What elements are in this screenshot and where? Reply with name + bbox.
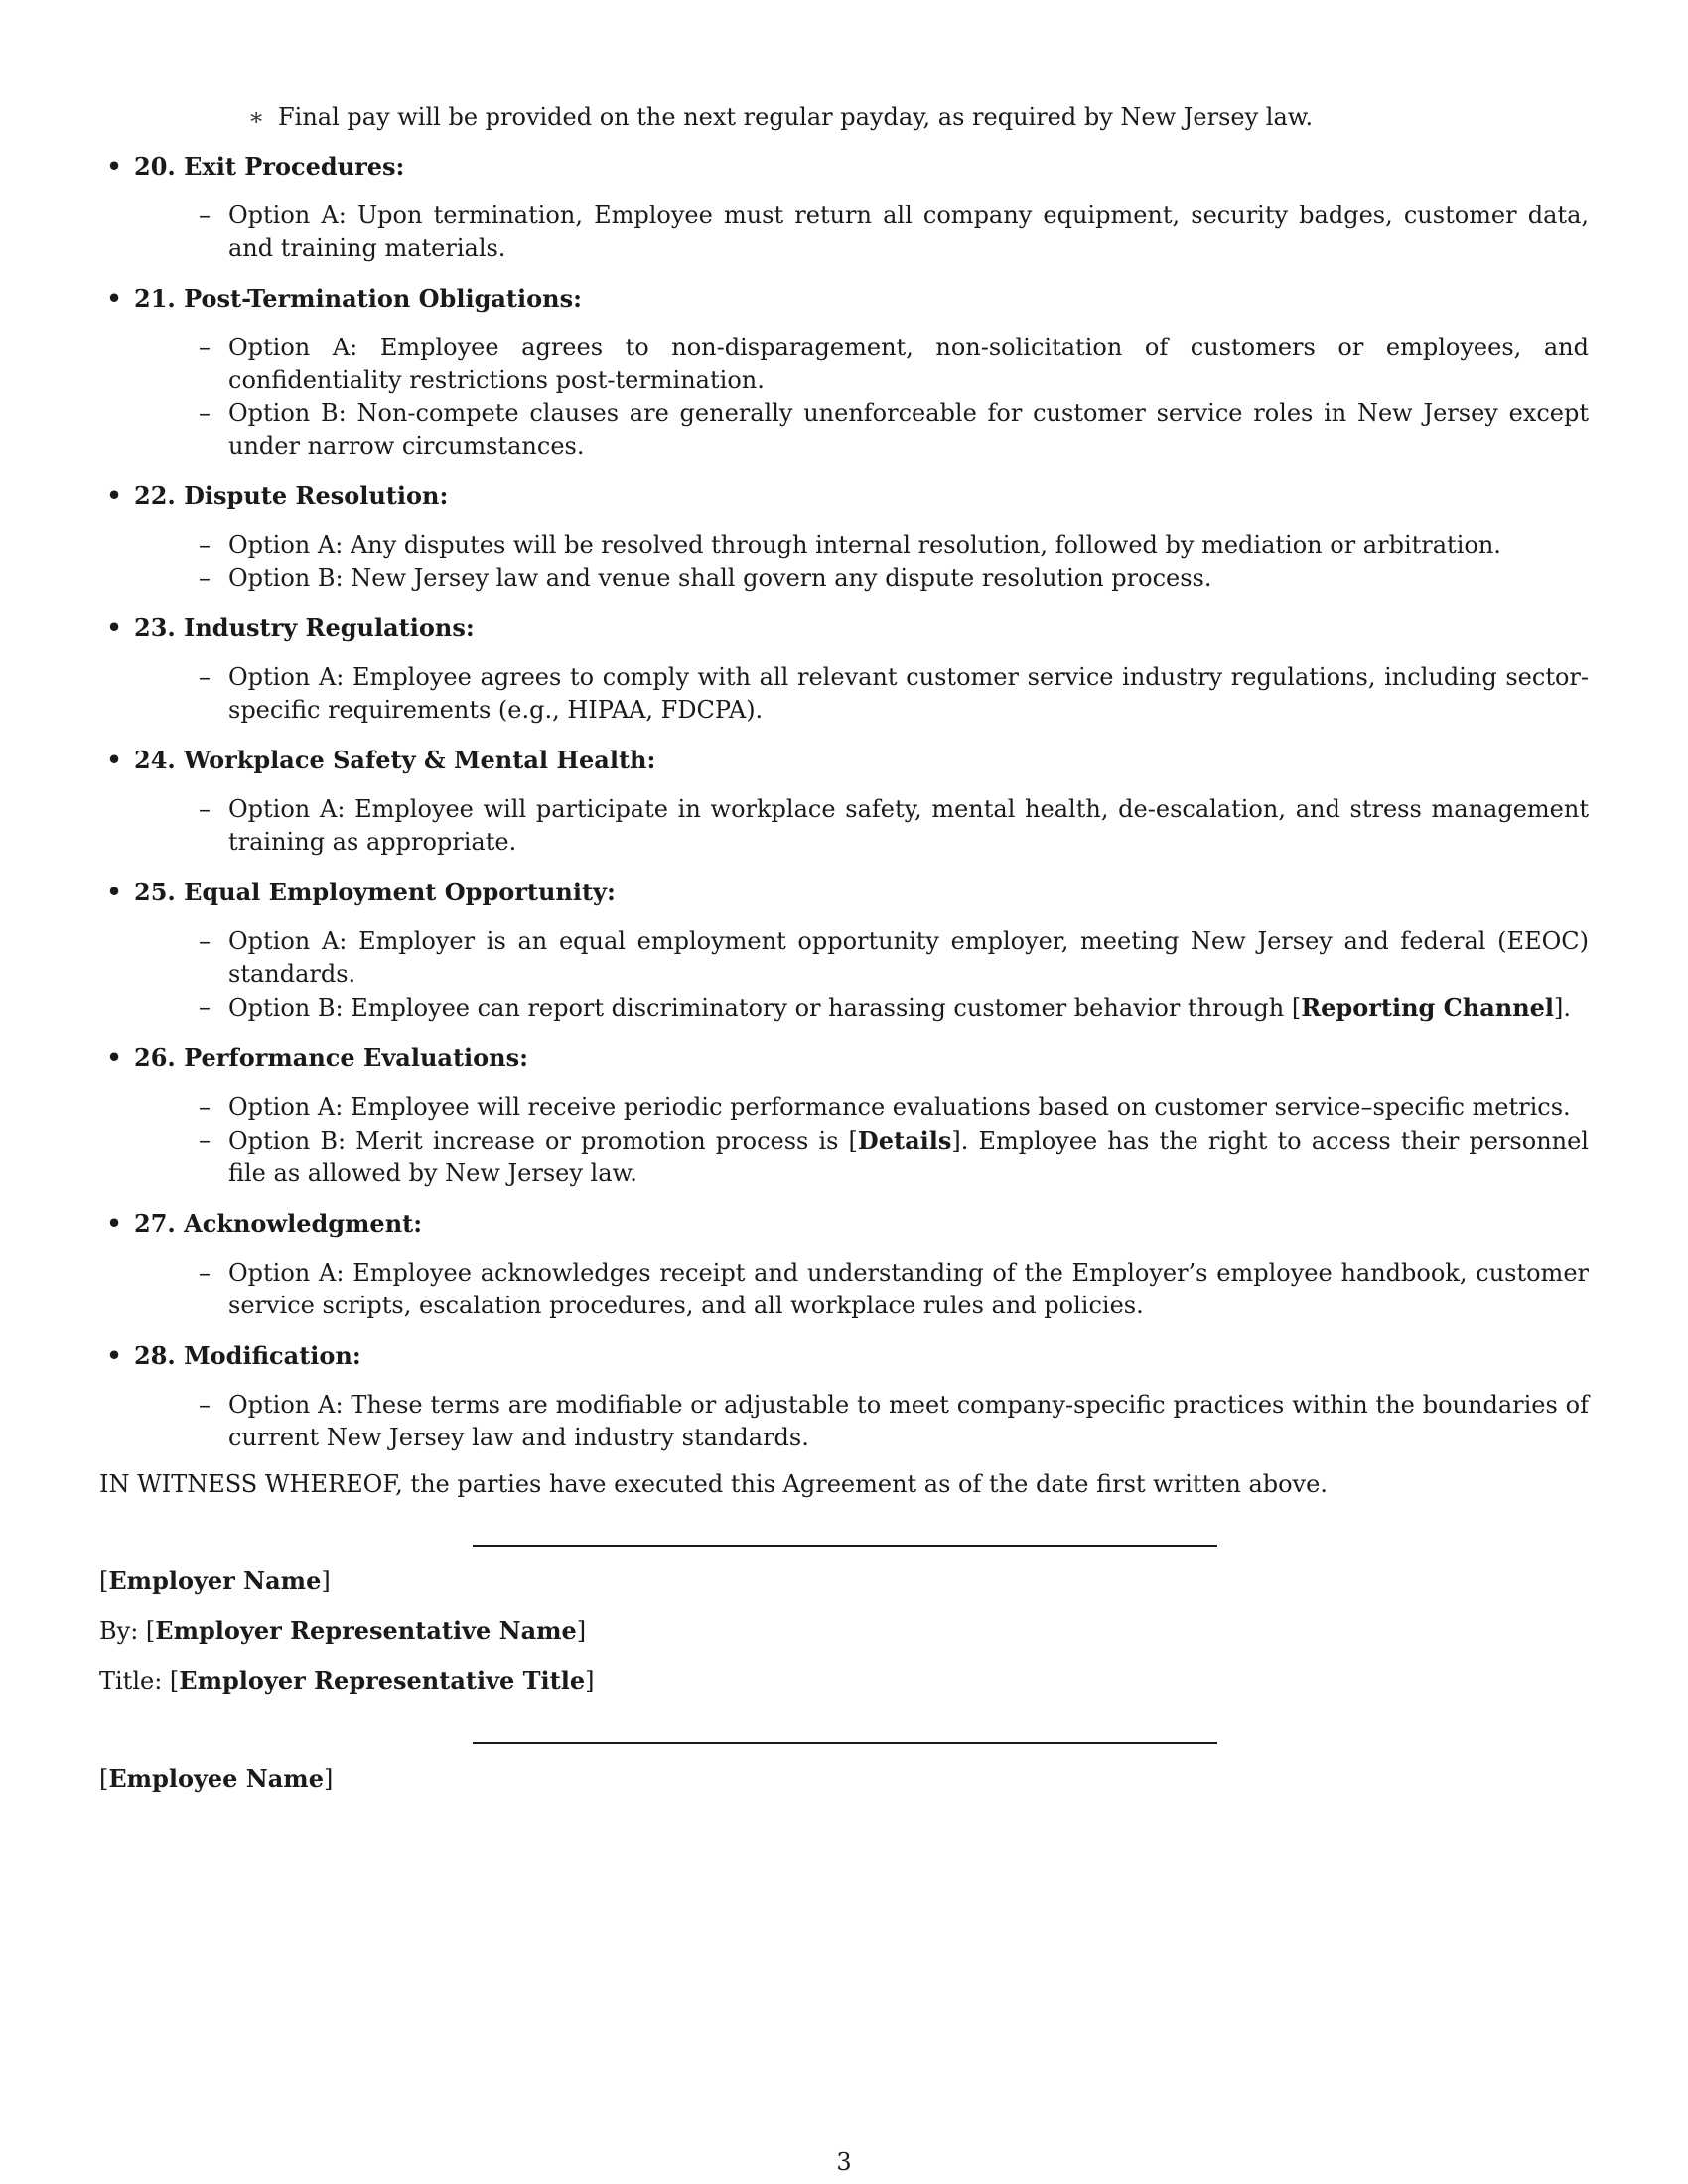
section-heading: 23. Industry Regulations: bbox=[134, 614, 475, 642]
option-text-after: ]. Employee has the right to access their personnel file as allowed by New Jersey law. bbox=[228, 1127, 1589, 1187]
option-list bbox=[134, 529, 1589, 595]
option-item bbox=[134, 925, 1589, 991]
dash-marker: – bbox=[199, 795, 211, 823]
bullet-marker: • bbox=[106, 152, 122, 181]
option-text: Option B: New Jersey law and venue shall govern any dispute resolution process. bbox=[228, 564, 1212, 592]
section-heading: 24. Workplace Safety & Mental Health: bbox=[134, 746, 656, 774]
option-list bbox=[134, 1257, 1589, 1322]
option-list bbox=[134, 1389, 1589, 1454]
section-24 bbox=[106, 744, 1589, 859]
employee-signature-line bbox=[473, 1742, 1217, 1744]
section-22 bbox=[106, 479, 1589, 595]
section-23 bbox=[106, 612, 1589, 727]
option-text: Option B: Non-compete clauses are generally unenforceable for customer service roles in New Jersey except under narrow circumstances. bbox=[228, 399, 1589, 460]
section-27 bbox=[106, 1207, 1589, 1322]
bullet-marker: • bbox=[106, 878, 122, 906]
option-item bbox=[134, 1257, 1589, 1322]
option-text: Option A: Any disputes will be resolved through internal resolution, followed by mediation or arbitration. bbox=[228, 531, 1501, 559]
section-26 bbox=[106, 1041, 1589, 1190]
asterisk-marker: ∗ bbox=[248, 103, 265, 131]
employer-by-line: By: [Employer Representative Name] bbox=[99, 1616, 587, 1645]
dash-marker: – bbox=[199, 202, 211, 229]
representative-title: Employer Representative Title bbox=[179, 1666, 586, 1695]
employee-name-block: [Employee Name] bbox=[99, 1764, 334, 1793]
option-text-after: ]. bbox=[1554, 994, 1572, 1022]
section-heading: 21. Post-Termination Obligations: bbox=[134, 284, 582, 313]
option-item bbox=[134, 793, 1589, 859]
option-item bbox=[134, 991, 1589, 1024]
employer-signature-line bbox=[473, 1545, 1217, 1547]
dash-marker: – bbox=[199, 1126, 211, 1154]
bullet-marker: • bbox=[106, 746, 122, 774]
section-heading: 20. Exit Procedures: bbox=[134, 152, 405, 181]
bullet-marker: • bbox=[106, 1043, 122, 1072]
option-list bbox=[134, 1091, 1589, 1190]
option-item bbox=[134, 397, 1589, 463]
option-text: Option A: Employee acknowledges receipt and understanding of the Employer’s employee handbook, customer service scripts, escalation procedures, and all workplace rules and policies. bbox=[228, 1259, 1589, 1319]
option-text: Option A: Employee agrees to non-disparagement, non-solicitation of customers or employees, and confidentiality restrictions post-termination. bbox=[228, 334, 1589, 394]
option-item bbox=[134, 1389, 1589, 1454]
option-text-before: Option B: Employee can report discriminatory or harassing customer behavior through [ bbox=[228, 994, 1302, 1022]
section-heading: 22. Dispute Resolution: bbox=[134, 481, 449, 510]
option-item bbox=[134, 200, 1589, 265]
employer-title-line: Title: [Employer Representative Title] bbox=[99, 1666, 595, 1695]
option-text: Option A: Employee agrees to comply with all relevant customer service industry regulations, including sector-specific requirements (e.g., HIPAA, FDCPA). bbox=[228, 663, 1589, 724]
employer-name: Employer Name bbox=[108, 1567, 322, 1595]
bullet-marker: • bbox=[106, 284, 122, 313]
dash-marker: – bbox=[199, 1391, 211, 1419]
option-item bbox=[134, 529, 1589, 562]
bullet-marker: • bbox=[106, 481, 122, 510]
section-heading: 27. Acknowledgment: bbox=[134, 1209, 423, 1238]
page-number: 3 bbox=[836, 2148, 852, 2176]
option-list bbox=[134, 793, 1589, 859]
employee-name: Employee Name bbox=[108, 1764, 324, 1793]
option-item bbox=[134, 1124, 1589, 1190]
option-item bbox=[134, 1091, 1589, 1124]
dash-marker: – bbox=[199, 564, 211, 592]
witness-statement: IN WITNESS WHEREOF, the parties have executed this Agreement as of the date first written above. bbox=[99, 1470, 1328, 1498]
dash-marker: – bbox=[199, 1259, 211, 1287]
section-heading: 28. Modification: bbox=[134, 1341, 361, 1370]
option-text: Option A: Employer is an equal employment opportunity employer, meeting New Jersey and federal (EEOC) standards. bbox=[228, 927, 1589, 988]
option-list bbox=[134, 661, 1589, 727]
section-20 bbox=[106, 150, 1589, 265]
dash-marker: – bbox=[199, 927, 211, 955]
option-list bbox=[134, 925, 1589, 1024]
option-text: Option A: Upon termination, Employee must return all company equipment, security badges, customer data, and training materials. bbox=[228, 202, 1589, 262]
section-list bbox=[106, 150, 1589, 1471]
title-label: Title: bbox=[99, 1667, 163, 1695]
section-21 bbox=[106, 282, 1589, 463]
section-25 bbox=[106, 876, 1589, 1024]
dash-marker: – bbox=[199, 334, 211, 361]
option-list bbox=[134, 332, 1589, 463]
dash-marker: – bbox=[199, 993, 211, 1021]
employer-name-block: [Employer Name] bbox=[99, 1567, 331, 1595]
option-text: Option A: These terms are modifiable or adjustable to meet company-specific practices within the boundaries of current New Jersey law and industry standards. bbox=[228, 1391, 1589, 1451]
dash-marker: – bbox=[199, 1093, 211, 1121]
dash-marker: – bbox=[199, 399, 211, 427]
final-pay-item bbox=[248, 101, 1589, 134]
reporting-channel-placeholder: Reporting Channel bbox=[1301, 993, 1555, 1022]
final-pay-text: Final pay will be provided on the next regular payday, as required by New Jersey law. bbox=[278, 103, 1314, 131]
option-item bbox=[134, 661, 1589, 727]
section-heading: 25. Equal Employment Opportunity: bbox=[134, 878, 616, 906]
option-item bbox=[134, 562, 1589, 595]
option-text: Option A: Employee will receive periodic performance evaluations based on customer service–specific metrics. bbox=[228, 1093, 1571, 1121]
details-placeholder: Details bbox=[857, 1126, 952, 1155]
by-label: By: bbox=[99, 1617, 139, 1645]
representative-name: Employer Representative Name bbox=[155, 1616, 577, 1645]
option-text-before: Option B: Merit increase or promotion process is [ bbox=[228, 1127, 858, 1155]
option-text: Option A: Employee will participate in workplace safety, mental health, de-escalation, and stress management training as appropriate. bbox=[228, 795, 1589, 856]
dash-marker: – bbox=[199, 531, 211, 559]
dash-marker: – bbox=[199, 663, 211, 691]
bullet-marker: • bbox=[106, 1341, 122, 1370]
bullet-marker: • bbox=[106, 614, 122, 642]
section-28 bbox=[106, 1339, 1589, 1454]
section-heading: 26. Performance Evaluations: bbox=[134, 1043, 528, 1072]
option-list bbox=[134, 200, 1589, 265]
option-item bbox=[134, 332, 1589, 397]
bullet-marker: • bbox=[106, 1209, 122, 1238]
